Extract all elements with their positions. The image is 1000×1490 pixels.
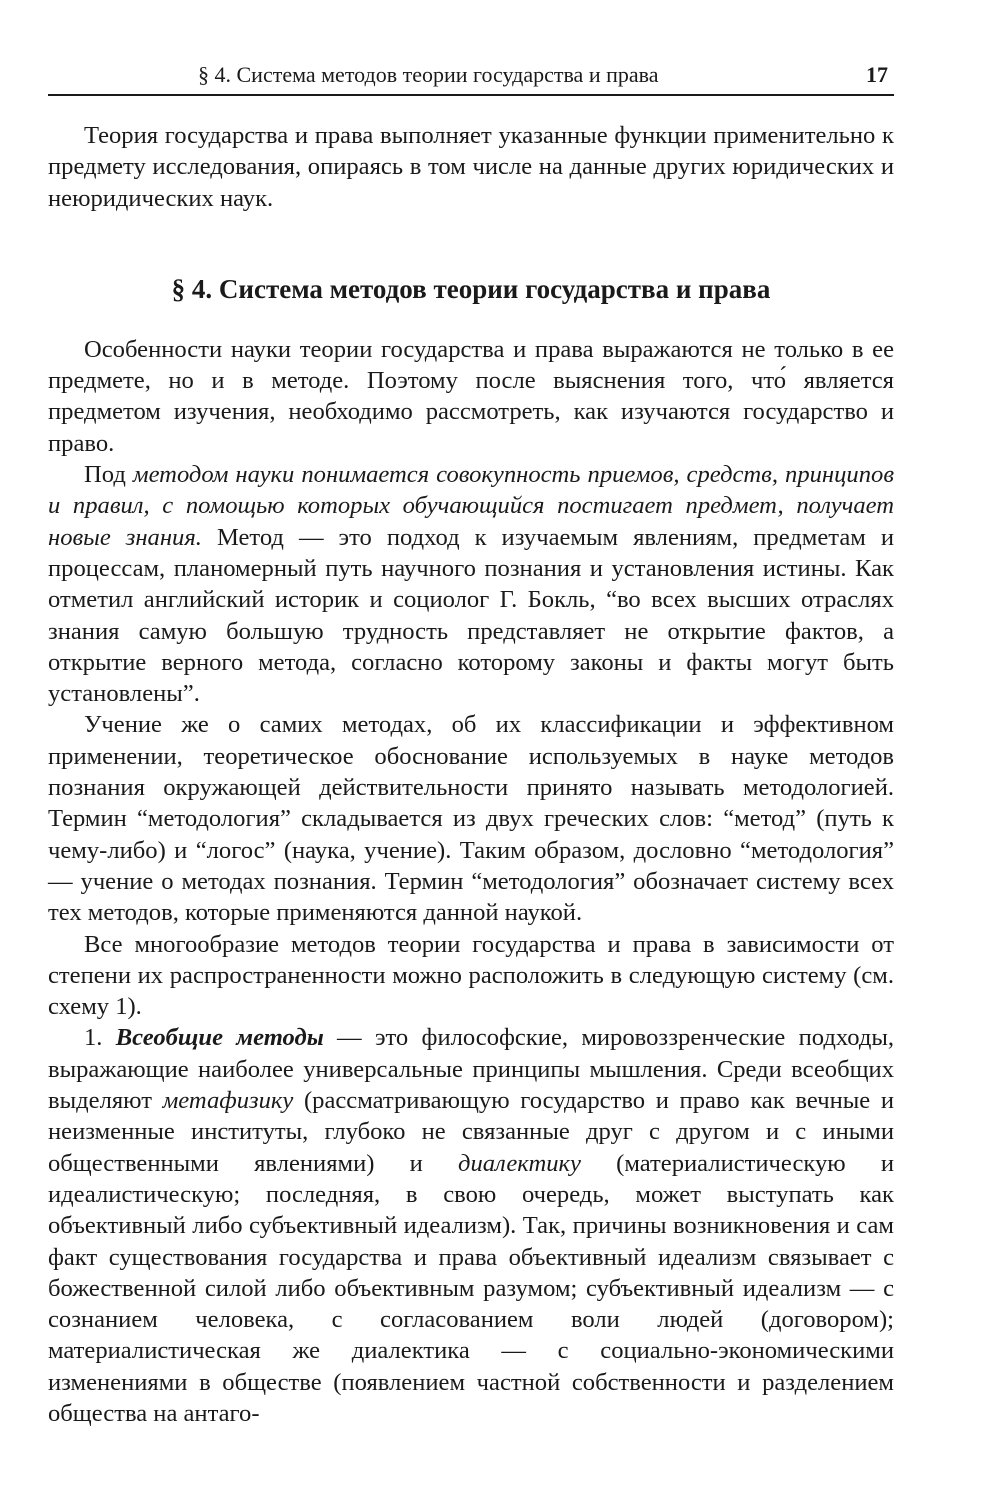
paragraph-1: Особенности науки теории государства и права выражаются не только в ее предмете, но и в методе. Поэтому после выяснения того, что́ является предметом изучения, необходимо рассмотреть, как изучаются государство и право. — [48, 335, 894, 457]
intro-paragraph: Теория государства и права выполняет указанные функции применительно к предмету исследования, опираясь в том числе на данные других юридических и неюридических наук. — [48, 122, 894, 212]
section-heading: § 4. Система методов теории государства и права — [171, 273, 771, 304]
book-page — [48, 58, 894, 1429]
term-dialectics: диалектику — [458, 1149, 581, 1177]
running-head — [48, 58, 894, 96]
paragraph-3: Учение же о самих методах, об их классификации и эффективном применении, теоретическое обоснование используемых в науке методов познания окружающей действительности принято называть методологией. Термин “методология” складывается из двух греческих слов: “метод” (путь к чему-либо) и “логос” (наука, учение). Таким образом, дословно “методология” — учение о методах познания. Термин “методология” обозначает систему всех тех методов, которые применяются данной наукой. — [48, 711, 894, 927]
p5-part2: (рассматривающую государство и право как вечные и неизменные институты, глубоко не связанные друг с другом и с иными общественными явлениями) и — [48, 1087, 894, 1177]
p5-part3: (материалистическую и идеалистическую; последняя, в свою очередь, может выступать как объективный либо субъективный идеализм). Так, причины возникновения и сам факт существования государства и права объективный идеализм связывает с божественной силой либо объективным разумом; субъективный идеализм — с сознанием человека, с согласованием воли людей (договором); материалистическая же диалектика — с социально-экономическими изменениями в обществе (появлением частной собственности и разделением общества на антаго- — [48, 1149, 895, 1427]
term-universal-methods: Всеобщие методы — [115, 1024, 324, 1052]
p2-rest: Метод — это подход к изучаемым явлениям, предметам и процессам, планомерный путь научного познания и установления истины. Как отметил английский историк и социолог Г. Бокль, “во всех высших отраслях знания самую большую трудность представляет не открытие фактов, а открытие верного метода, согласно которому законы и факты могут быть установлены”. — [48, 523, 894, 708]
p5-num: 1. — [84, 1024, 116, 1052]
paragraph-2 — [48, 459, 894, 709]
paragraph-4: Все многообразие методов теории государства и права в зависимости от степени их распространенности можно расположить в следующую систему (см. схему 1). — [48, 930, 894, 1021]
paragraph-5 — [48, 1022, 894, 1429]
running-title: § 4. Система методов теории государства и права — [198, 62, 659, 87]
p5-part1: — это философские, мировоззренческие подходы, выражающие наиболее универсальные принципы мышления. Среди всеобщих выделяют — [48, 1024, 895, 1115]
method-definition: методом науки понимается совокупность приемов, средств, принципов и правил, с помощью которых обучающийся постигает предмет, получает новые знания. — [48, 461, 894, 551]
body-text — [48, 120, 894, 1429]
page-number: 17 — [866, 62, 888, 87]
p2-lead: Под — [84, 461, 133, 489]
term-metaphysics: метафизику — [162, 1087, 294, 1115]
